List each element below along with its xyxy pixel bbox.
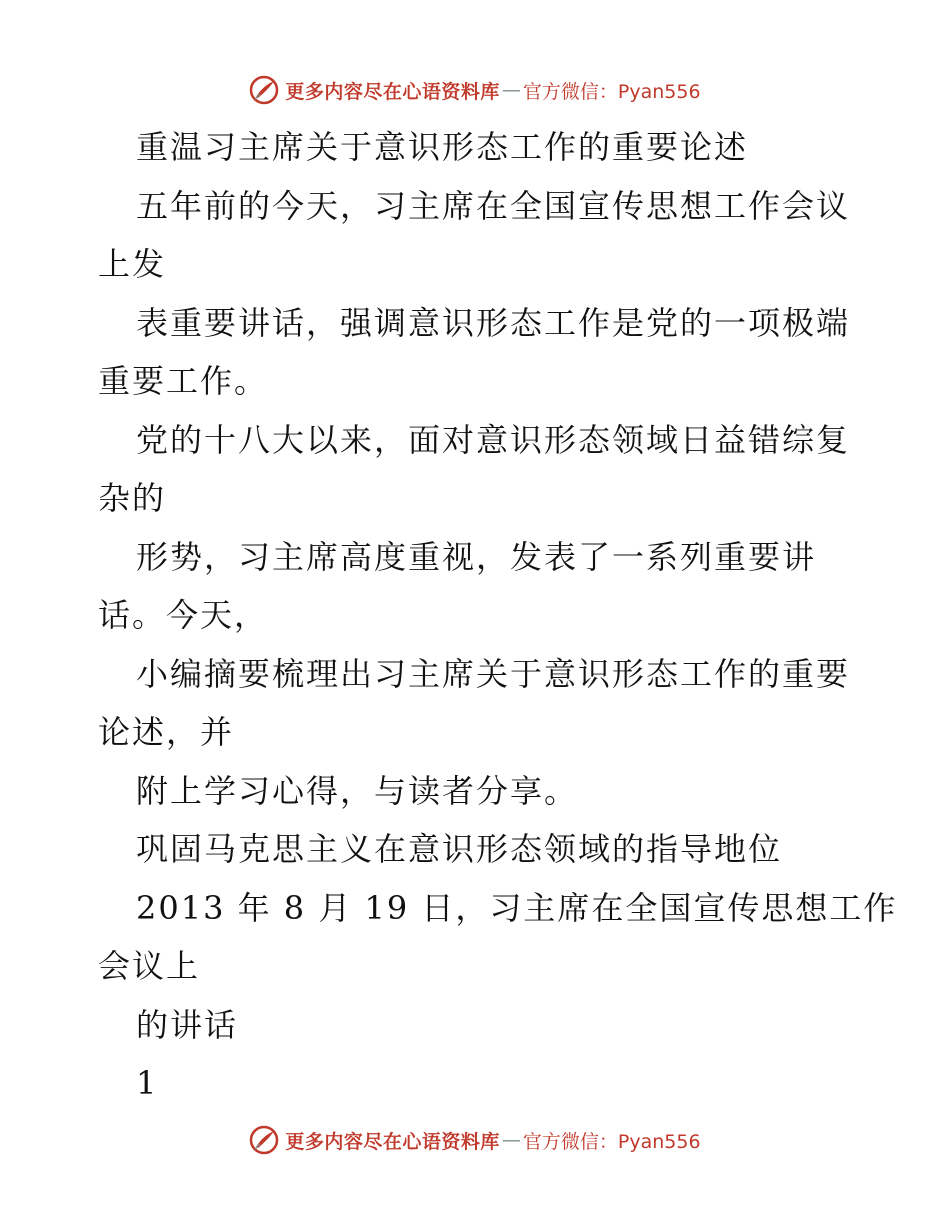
text-line: 表重要讲话，强调意识形态工作是党的一项极端 xyxy=(136,303,851,342)
text-line: 论述，并 xyxy=(98,713,235,751)
text-line: 形势，习主席高度重视，发表了一系列重要讲 xyxy=(136,537,817,576)
watermark-contact: 官方微信：Pyan556 xyxy=(522,80,701,103)
text-line: 1 xyxy=(136,1064,159,1102)
text-line: 2013 年 8 月 19 日，习主席在全国宣传思想工作 xyxy=(136,888,898,927)
text-line: 小编摘要梳理出习主席关于意识形态工作的重要 xyxy=(136,654,851,693)
text-line: 的讲话 xyxy=(136,1005,239,1044)
watermark-brand: 更多内容尽在心语资料库 xyxy=(285,80,500,103)
watermark-separator: — xyxy=(501,1129,521,1151)
text-line: 会议上 xyxy=(98,947,201,985)
text-line: 上发 xyxy=(98,245,167,283)
text-line: 重要工作。 xyxy=(98,362,269,400)
text-line: 重温习主席关于意识形态工作的重要论述 xyxy=(136,128,749,166)
document-body xyxy=(98,118,898,1113)
text-line: 巩固马克思主义在意识形态领域的指导地位 xyxy=(136,830,783,868)
header-watermark xyxy=(0,70,950,110)
text-line: 党的十八大以来，面对意识形态领域日益错综复 xyxy=(136,420,851,459)
watermark-contact: 官方微信：Pyan556 xyxy=(522,1130,701,1153)
text-line: 杂的 xyxy=(98,479,167,517)
text-line: 话。今天， xyxy=(98,596,269,634)
quill-logo-icon xyxy=(249,75,279,105)
watermark-brand: 更多内容尽在心语资料库 xyxy=(285,1130,500,1153)
footer-watermark xyxy=(0,1120,950,1160)
text-line: 五年前的今天，习主席在全国宣传思想工作会议 xyxy=(136,186,851,225)
text-line: 附上学习心得，与读者分享。 xyxy=(136,771,579,810)
watermark-separator: — xyxy=(501,79,521,101)
quill-logo-icon xyxy=(249,1125,279,1155)
